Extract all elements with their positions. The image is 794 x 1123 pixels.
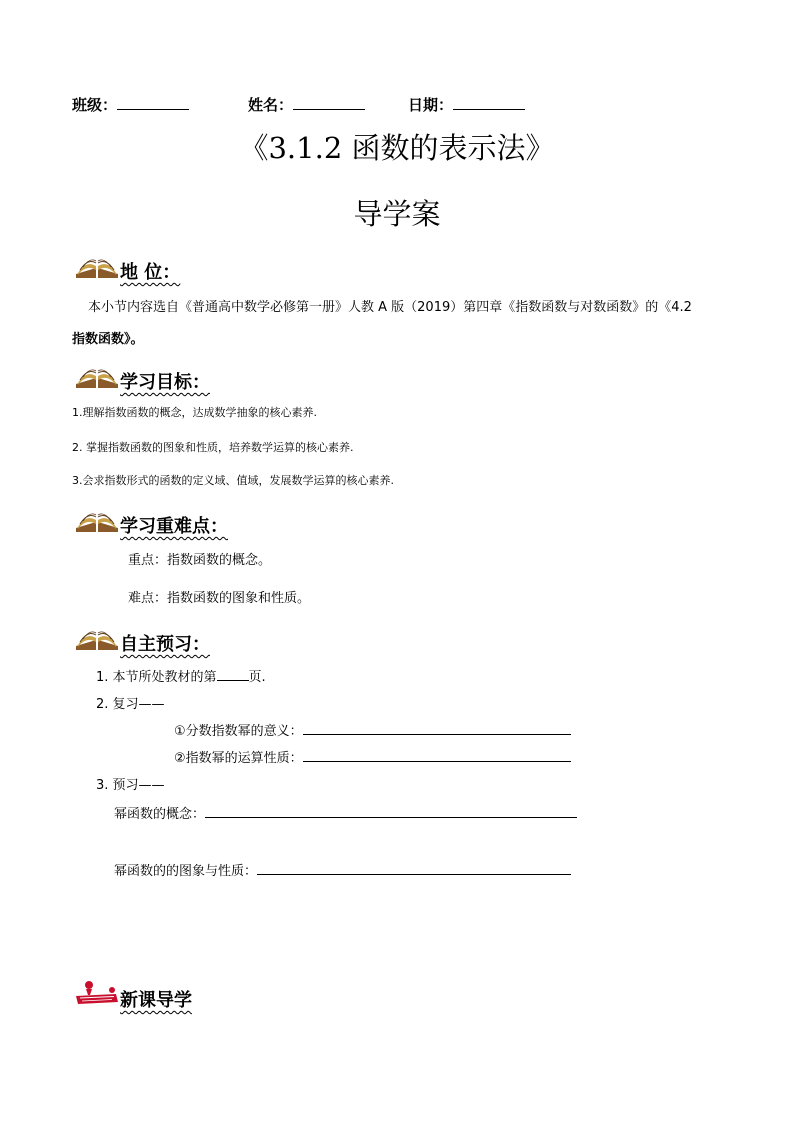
open-book-icon [74, 254, 120, 280]
open-book-icon [74, 508, 120, 534]
key-point-text: 重点：指数函数的概念。 [128, 553, 272, 568]
section-preview-title: 自主预习： [120, 634, 210, 655]
date-blank[interactable] [453, 95, 525, 110]
preview-q1-suffix: 页. [248, 670, 266, 685]
class-blank[interactable] [117, 95, 189, 110]
goal-item-2: 2. 掌握指数函数的图象和性质，培养数学运算的核心素养. [72, 441, 354, 454]
fraction-exponent-blank[interactable] [303, 722, 571, 735]
name-blank[interactable] [293, 95, 365, 110]
preview-q3-b-label: 幂函数的的图象与性质： [114, 864, 258, 879]
page-subtitle: 导学案 [353, 197, 441, 231]
preview-q2: 2. 复习—— [96, 697, 165, 712]
power-function-graph-blank[interactable] [257, 862, 571, 875]
page-number-blank[interactable] [217, 668, 249, 681]
preview-q2-b [174, 749, 571, 768]
preview-q3-b [114, 862, 571, 881]
position-text-line1: 本小节内容选自《普通高中数学必修第一册》人教 A 版（2019）第四章《指数函数与对数函数》的《4.2 [88, 300, 692, 315]
section-new-lesson-title: 新课导学 [120, 990, 192, 1011]
name-label: 姓名： [248, 96, 294, 114]
date-label: 日期： [408, 96, 454, 114]
goal-item-1: 1.理解指数函数的概念，达成数学抽象的核心素养. [72, 406, 317, 419]
preview-q2-b-label: ②指数幂的运算性质： [174, 751, 303, 766]
scroll-banner-icon [74, 978, 120, 1008]
preview-q1 [96, 668, 266, 687]
exponent-rules-blank[interactable] [303, 749, 571, 762]
section-key-points-title: 学习重难点： [120, 516, 228, 537]
preview-q1-prefix: 1. 本节所处教材的第 [96, 670, 217, 685]
name-field [248, 94, 365, 115]
goal-item-3: 3.会求指数形式的函数的定义域、值域，发展数学运算的核心素养. [72, 474, 394, 487]
open-book-icon [74, 626, 120, 652]
power-function-concept-blank[interactable] [205, 805, 577, 818]
class-label: 班级： [72, 96, 118, 114]
section-position-title: 地 位： [120, 262, 181, 283]
preview-q3-a [114, 805, 577, 824]
class-field [72, 94, 189, 115]
difficult-point-text: 难点：指数函数的图象和性质。 [128, 591, 311, 606]
date-field [408, 94, 525, 115]
open-book-icon [74, 364, 120, 390]
preview-q2-a-label: ①分数指数幂的意义： [174, 724, 303, 739]
preview-q2-a [174, 722, 571, 741]
section-goals-title: 学习目标： [120, 372, 210, 393]
position-text-line2: 指数函数》。 [72, 332, 144, 347]
page-title: 《3.1.2 函数的表示法》 [239, 131, 555, 165]
preview-q3-a-label: 幂函数的概念： [114, 807, 206, 822]
preview-q3: 3. 预习—— [96, 778, 165, 793]
